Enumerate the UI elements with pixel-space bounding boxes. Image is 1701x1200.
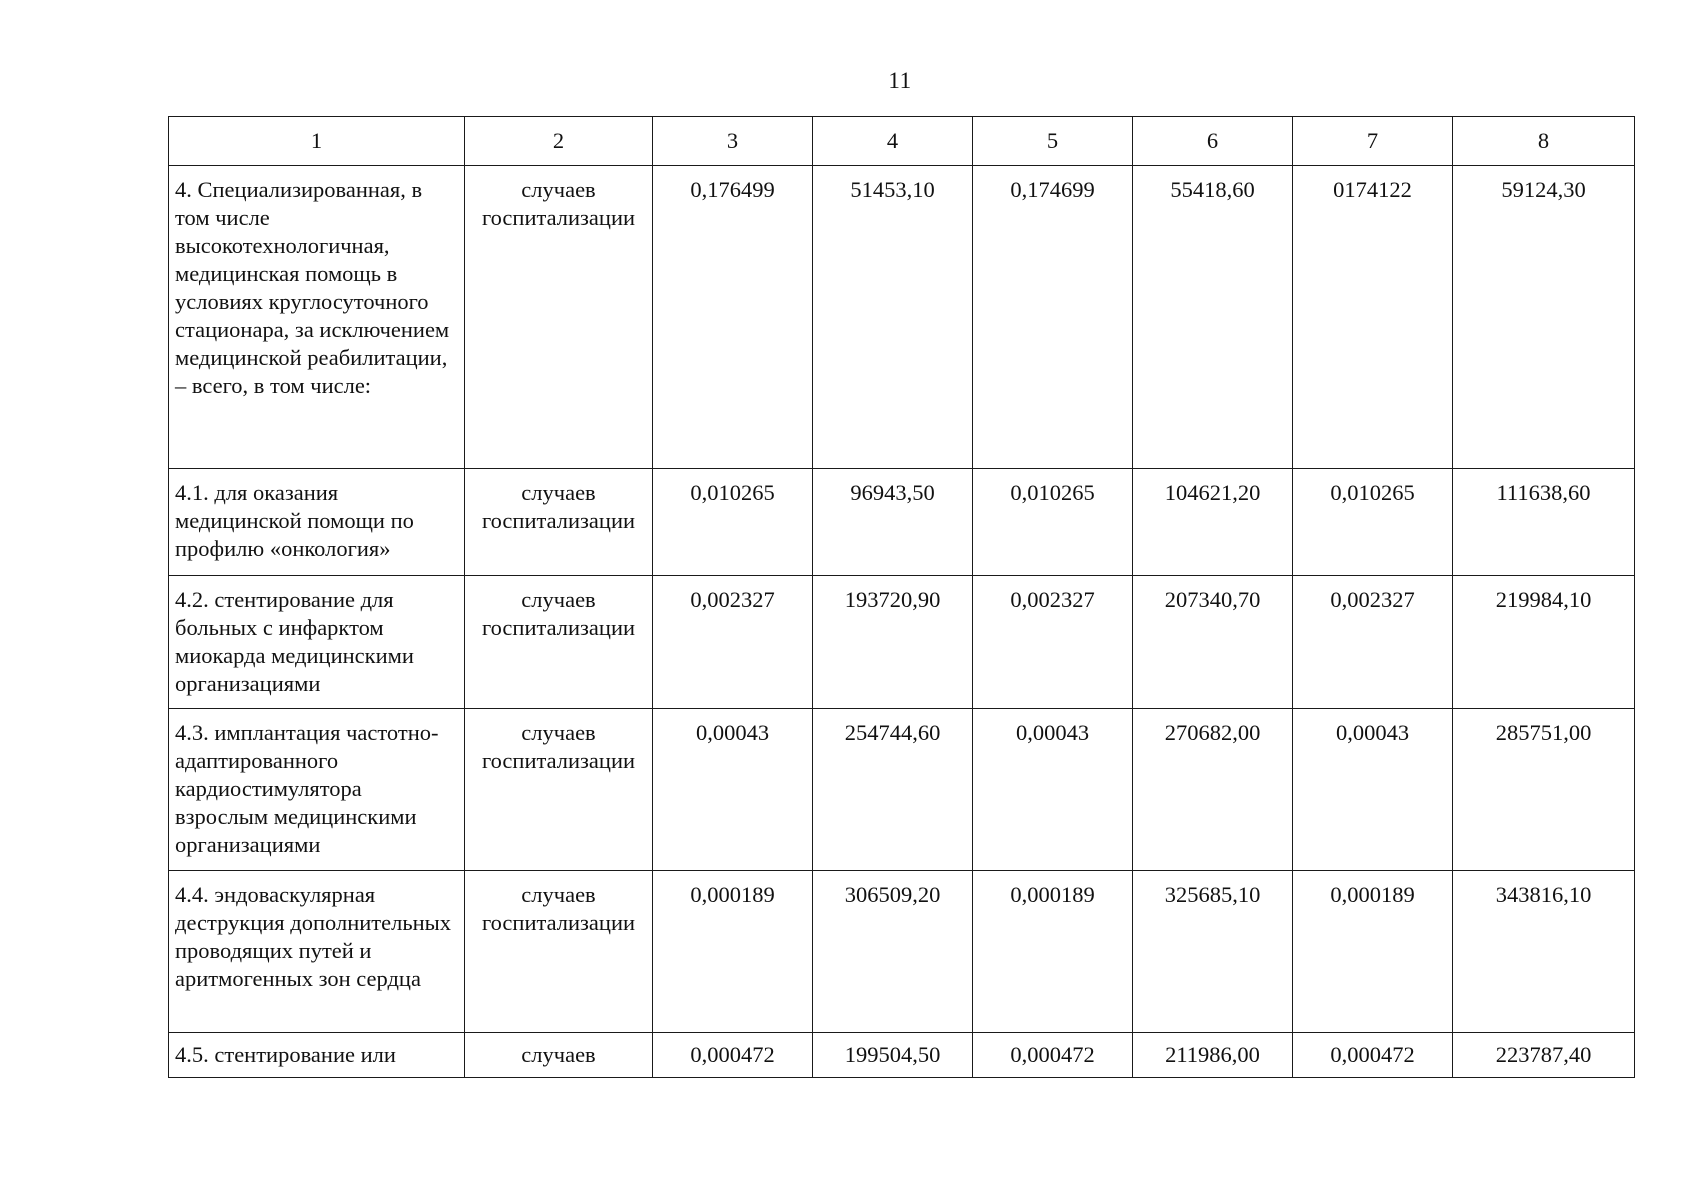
value-cell: 0,002327 — [973, 576, 1133, 709]
column-header: 7 — [1293, 117, 1453, 166]
column-header: 4 — [813, 117, 973, 166]
row-unit-cell: случаев госпитализации — [465, 709, 653, 871]
value-cell: 0,174699 — [973, 166, 1133, 469]
column-header: 1 — [169, 117, 465, 166]
row-unit-cell: случаев госпитализации — [465, 469, 653, 576]
value-cell: 0,00043 — [653, 709, 813, 871]
value-cell: 111638,60 — [1453, 469, 1635, 576]
value-cell: 0,00043 — [1293, 709, 1453, 871]
value-cell: 0,176499 — [653, 166, 813, 469]
value-cell: 0,00043 — [973, 709, 1133, 871]
value-cell: 55418,60 — [1133, 166, 1293, 469]
column-header: 2 — [465, 117, 653, 166]
row-name-cell: 4.1. для оказания медицинской помощи по профилю «онкология» — [169, 469, 465, 576]
value-cell: 0174122 — [1293, 166, 1453, 469]
row-name-cell: 4.4. эндоваскулярная деструкция дополнительных проводящих путей и аритмогенных зон сердца — [169, 871, 465, 1033]
value-cell: 199504,50 — [813, 1033, 973, 1078]
column-header: 6 — [1133, 117, 1293, 166]
value-cell: 0,002327 — [653, 576, 813, 709]
value-cell: 59124,30 — [1453, 166, 1635, 469]
row-unit-cell: случаев — [465, 1033, 653, 1078]
value-cell: 51453,10 — [813, 166, 973, 469]
table-row — [169, 709, 1635, 871]
value-cell: 0,002327 — [1293, 576, 1453, 709]
value-cell: 0,010265 — [653, 469, 813, 576]
row-name-cell: 4.3. имплантация частотно-адаптированного кардиостимулятора взрослым медицинскими организациями — [169, 709, 465, 871]
value-cell: 254744,60 — [813, 709, 973, 871]
table-row — [169, 166, 1635, 469]
data-table — [168, 116, 1635, 1078]
column-header: 8 — [1453, 117, 1635, 166]
row-unit-cell: случаев госпитализации — [465, 166, 653, 469]
value-cell: 207340,70 — [1133, 576, 1293, 709]
value-cell: 0,000472 — [973, 1033, 1133, 1078]
value-cell: 0,000472 — [1293, 1033, 1453, 1078]
table-header-row — [169, 117, 1635, 166]
value-cell: 96943,50 — [813, 469, 973, 576]
column-header: 5 — [973, 117, 1133, 166]
table-row — [169, 469, 1635, 576]
value-cell: 325685,10 — [1133, 871, 1293, 1033]
table-row — [169, 576, 1635, 709]
value-cell: 211986,00 — [1133, 1033, 1293, 1078]
value-cell: 219984,10 — [1453, 576, 1635, 709]
row-name-cell: 4. Специализированная, в том числе высокотехнологичная, медицинская помощь в условиях круглосуточного стационара, за исключением медицинской реабилитации, – всего, в том числе: — [169, 166, 465, 469]
value-cell: 104621,20 — [1133, 469, 1293, 576]
value-cell: 0,000189 — [653, 871, 813, 1033]
row-name-cell: 4.2. стентирование для больных с инфарктом миокарда медицинскими организациями — [169, 576, 465, 709]
value-cell: 0,000189 — [973, 871, 1133, 1033]
value-cell: 0,000472 — [653, 1033, 813, 1078]
value-cell: 306509,20 — [813, 871, 973, 1033]
value-cell: 0,010265 — [1293, 469, 1453, 576]
value-cell: 270682,00 — [1133, 709, 1293, 871]
value-cell: 0,000189 — [1293, 871, 1453, 1033]
value-cell: 0,010265 — [973, 469, 1133, 576]
page-number: 11 — [888, 68, 912, 93]
value-cell: 285751,00 — [1453, 709, 1635, 871]
value-cell: 223787,40 — [1453, 1033, 1635, 1078]
row-unit-cell: случаев госпитализации — [465, 871, 653, 1033]
table-row — [169, 1033, 1635, 1078]
table-row — [169, 871, 1635, 1033]
column-header: 3 — [653, 117, 813, 166]
row-name-cell: 4.5. стентирование или — [169, 1033, 465, 1078]
value-cell: 343816,10 — [1453, 871, 1635, 1033]
row-unit-cell: случаев госпитализации — [465, 576, 653, 709]
value-cell: 193720,90 — [813, 576, 973, 709]
